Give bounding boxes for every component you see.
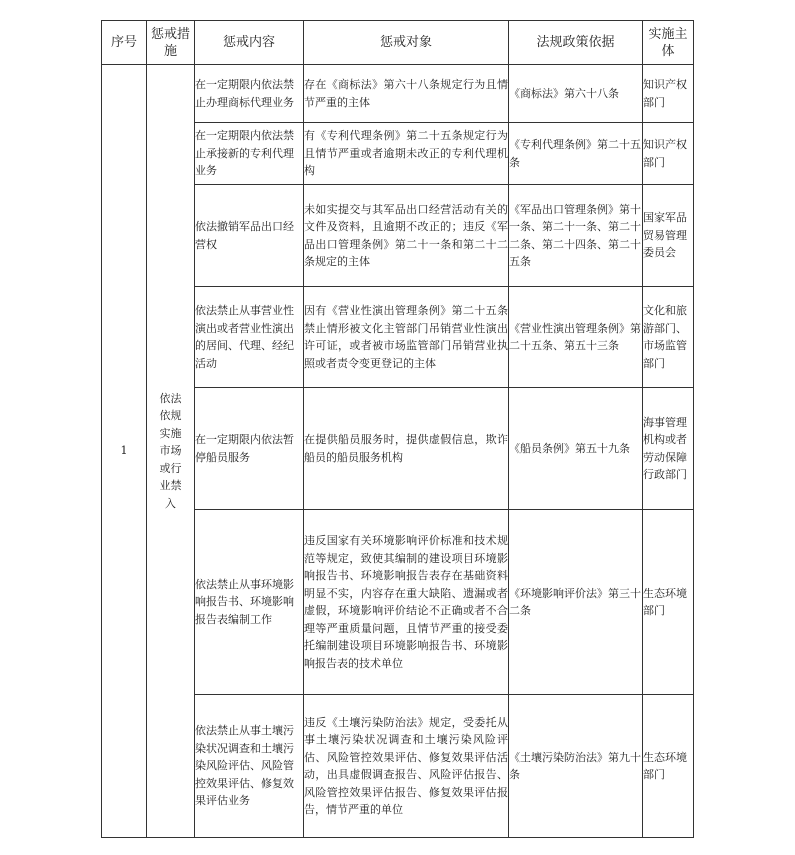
content-cell: 在一定期限内依法暂停船员服务 xyxy=(195,388,304,510)
agency-cell: 生态环境部门 xyxy=(643,510,694,695)
basis-cell: 《军品出口管理条例》第十一条、第二十一条、第二十二条、第二十四条、第二十五条 xyxy=(509,185,643,287)
basis-cell: 《船员条例》第五十九条 xyxy=(509,388,643,510)
target-cell: 在提供船员服务时，提供虚假信息，欺诈船员的船员服务机构 xyxy=(304,388,509,510)
target-cell: 未如实提交与其军品出口经营活动有关的文件及资料，且逾期不改正的；违反《军品出口管理条例》第二十一条和第二十二条规定的主体 xyxy=(304,185,509,287)
agency-cell: 知识产权部门 xyxy=(643,65,694,123)
content-cell: 依法撤销军品出口经营权 xyxy=(195,185,304,287)
content-cell: 依法禁止从事土壤污染状况调查和土壤污染风险评估、风险管控效果评估、修复效果评估业务 xyxy=(195,695,304,838)
row-index: 1 xyxy=(102,65,147,838)
basis-cell: 《商标法》第六十八条 xyxy=(509,65,643,123)
content-cell: 在一定期限内依法禁止承接新的专利代理业务 xyxy=(195,123,304,185)
target-cell: 违反《土壤污染防治法》规定，受委托从事土壤污染状况调查和土壤污染风险评估、风险管控效果评估、修复效果评估活动，出具虚假调查报告、风险评估报告、风险管控效果评估报告、修复效果评估报告，情节严重的单位 xyxy=(304,695,509,838)
header-target: 惩戒对象 xyxy=(304,21,509,65)
header-index: 序号 xyxy=(102,21,147,65)
basis-cell: 《专利代理条例》第二十五条 xyxy=(509,123,643,185)
target-cell: 有《专利代理条例》第二十五条规定行为且情节严重或者逾期未改正的专利代理机构 xyxy=(304,123,509,185)
header-agency: 实施主体 xyxy=(643,21,694,65)
content-cell: 依法禁止从事环境影响报告书、环境影响报告表编制工作 xyxy=(195,510,304,695)
header-content: 惩戒内容 xyxy=(195,21,304,65)
target-cell: 存在《商标法》第六十八条规定行为且情节严重的主体 xyxy=(304,65,509,123)
agency-cell: 海事管理机构或者劳动保障行政部门 xyxy=(643,388,694,510)
basis-cell: 《土壤污染防治法》第九十条 xyxy=(509,695,643,838)
header-row xyxy=(102,21,694,65)
table-row xyxy=(102,65,694,123)
target-cell: 违反国家有关环境影响评价标准和技术规范等规定，致使其编制的建设项目环境影响报告书、环境影响报告表存在基础资料明显不实，内容存在重大缺陷、遗漏或者虚假，环境影响评价结论不正确或者不合理等严重质量问题，且情节严重的接受委托编制建设项目环境影响报告书、环境影响报告表的技术单位 xyxy=(304,510,509,695)
agency-cell: 文化和旅游部门、市场监管部门 xyxy=(643,287,694,388)
header-basis: 法规政策依据 xyxy=(509,21,643,65)
punishment-table xyxy=(101,20,694,838)
agency-cell: 生态环境部门 xyxy=(643,695,694,838)
basis-cell: 《营业性演出管理条例》第二十五条、第五十三条 xyxy=(509,287,643,388)
measure-cell: 依法依规实施市场或行业禁入 xyxy=(147,65,195,838)
agency-cell: 知识产权部门 xyxy=(643,123,694,185)
agency-cell: 国家军品贸易管理委员会 xyxy=(643,185,694,287)
content-cell: 依法禁止从事营业性演出或者营业性演出的居间、代理、经纪活动 xyxy=(195,287,304,388)
content-cell: 在一定期限内依法禁止办理商标代理业务 xyxy=(195,65,304,123)
header-measure: 惩戒措施 xyxy=(147,21,195,65)
target-cell: 因有《营业性演出管理条例》第二十五条禁止情形被文化主管部门吊销营业性演出许可证，或者被市场监管部门吊销营业执照或者责令变更登记的主体 xyxy=(304,287,509,388)
basis-cell: 《环境影响评价法》第三十二条 xyxy=(509,510,643,695)
